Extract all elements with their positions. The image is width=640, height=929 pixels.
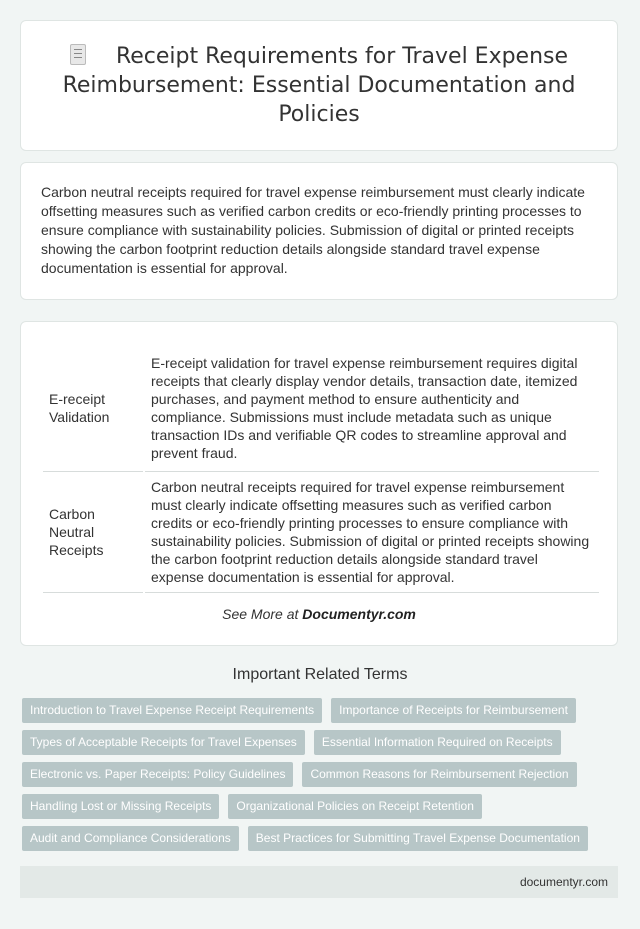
- summary-card: [20, 162, 618, 300]
- tag-row: [22, 698, 622, 723]
- related-terms-list: [22, 698, 622, 858]
- document-icon: [70, 44, 86, 65]
- see-more-prefix: See More at: [222, 606, 303, 622]
- related-term-tag[interactable]: Audit and Compliance Considerations: [22, 826, 239, 851]
- related-term-tag[interactable]: Types of Acceptable Receipts for Travel Expenses: [22, 730, 305, 755]
- footer: [20, 866, 618, 898]
- related-term-tag[interactable]: Essential Information Required on Receipts: [314, 730, 561, 755]
- see-more-link[interactable]: [21, 606, 617, 622]
- tag-row: [22, 762, 622, 787]
- description-cell: Carbon neutral receipts required for travel expense reimbursement must clearly indicate offsetting measures such as verified carbon credits or eco-friendly printing processes to ensure compliance with sustainability policies. Submission of digital or printed receipts showing the carbon footprint reduction details alongside standard travel expense documentation is essential for approval.: [144, 472, 599, 593]
- description-cell: E-receipt validation for travel expense reimbursement requires digital receipts that clearly display vendor details, transaction date, itemized purchases, and payment method to ensure authenticity and compliance. Submissions must include metadata such as unique transaction IDs and verifiable QR codes to streamline approval and prevent fraud.: [144, 344, 599, 472]
- related-term-tag[interactable]: Common Reasons for Reimbursement Rejection: [302, 762, 576, 787]
- page-title: [21, 42, 617, 129]
- tag-row: [22, 826, 622, 851]
- title-card: [20, 20, 618, 151]
- tag-row: [22, 794, 622, 819]
- summary-text: Carbon neutral receipts required for travel expense reimbursement must clearly indicate offsetting measures such as verified carbon credits or eco-friendly printing processes to ensure compliance with sustainability policies. Submission of digital or printed receipts showing the carbon footprint reduction details alongside standard travel expense documentation is essential for approval.: [41, 184, 585, 276]
- table-row: [43, 344, 599, 472]
- related-term-tag[interactable]: Best Practices for Submitting Travel Expense Documentation: [248, 826, 588, 851]
- related-term-tag[interactable]: Handling Lost or Missing Receipts: [22, 794, 219, 819]
- definitions-table: [43, 344, 599, 593]
- term-cell: Carbon Neutral Receipts: [43, 472, 144, 593]
- related-term-tag[interactable]: Importance of Receipts for Reimbursement: [331, 698, 576, 723]
- see-more-site[interactable]: Documentyr.com: [302, 606, 416, 622]
- related-terms-heading: Important Related Terms: [232, 666, 408, 683]
- page-title-text: Receipt Requirements for Travel Expense Reimbursement: Essential Documentation and Policies: [62, 44, 576, 127]
- related-term-tag[interactable]: Introduction to Travel Expense Receipt Requirements: [22, 698, 322, 723]
- related-term-tag[interactable]: Electronic vs. Paper Receipts: Policy Guidelines: [22, 762, 293, 787]
- table-row: [43, 472, 599, 593]
- related-term-tag[interactable]: Organizational Policies on Receipt Retention: [228, 794, 481, 819]
- definitions-card: [20, 321, 618, 646]
- term-cell: E-receipt Validation: [43, 344, 144, 472]
- tag-row: [22, 730, 622, 755]
- footer-site[interactable]: documentyr.com: [519, 875, 608, 889]
